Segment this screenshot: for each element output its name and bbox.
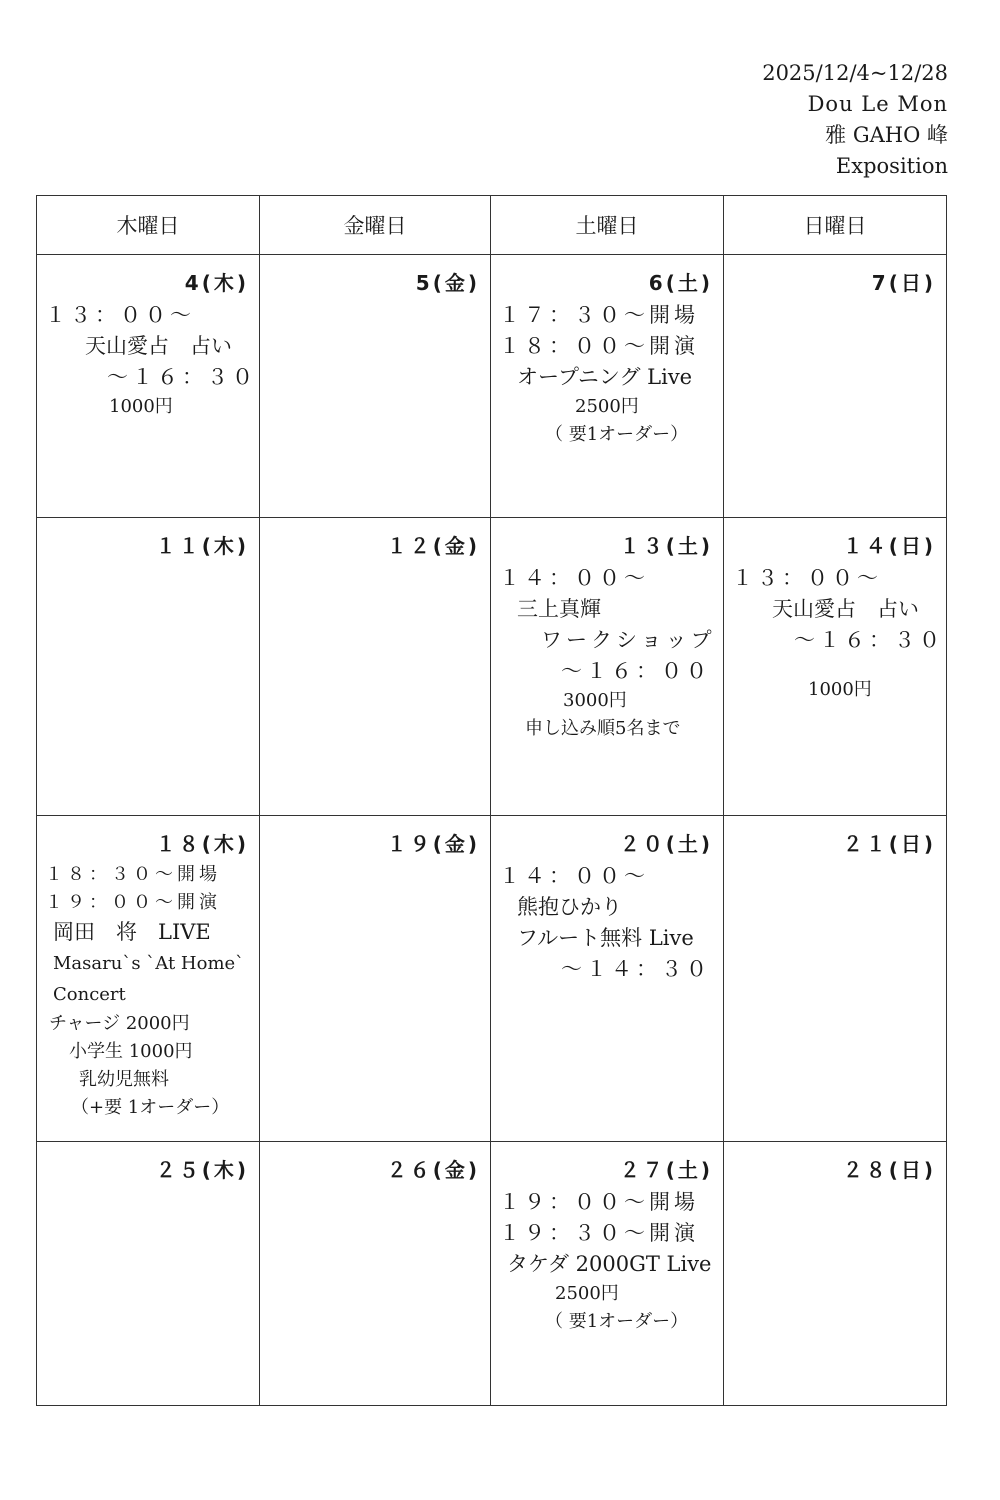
day-cell — [37, 1142, 260, 1406]
day-date: ２７(土) — [619, 1158, 713, 1182]
event-line: チャージ 2000円 — [49, 1013, 190, 1034]
calendar-table — [36, 195, 947, 1406]
event-line: 天山愛占 占い — [85, 334, 232, 358]
day-date: 6(土) — [648, 271, 713, 295]
day-date: １１(木) — [155, 534, 249, 558]
artist-name: 雅 GAHO 峰 — [825, 123, 948, 147]
weekday-sat: 土曜日 — [491, 196, 724, 255]
day-date: １４(日) — [842, 534, 936, 558]
week-row — [37, 518, 947, 816]
weekday-sun: 日曜日 — [724, 196, 947, 255]
day-cell — [724, 816, 947, 1142]
weekday-fri: 金曜日 — [260, 196, 491, 255]
day-date: ２８(日) — [842, 1158, 936, 1182]
event-line: Masaru`s `At Home` — [53, 953, 245, 974]
day-cell — [491, 518, 724, 816]
event-line: 2500円 — [575, 396, 639, 417]
event-line: １３：００～ — [732, 566, 882, 590]
event-line: 熊抱ひかり — [517, 895, 622, 919]
event-line: １９：００～開演 — [45, 892, 221, 913]
day-date: 5(金) — [415, 271, 480, 295]
week-row — [37, 255, 947, 518]
day-date: ２０(土) — [619, 832, 713, 856]
event-line: １９：３０～開演 — [499, 1221, 699, 1245]
day-cell — [724, 1142, 947, 1406]
event-line: （ 要1オーダー） — [545, 424, 689, 445]
event-line: ～１６：３０ — [794, 628, 944, 652]
day-cell — [260, 518, 491, 816]
day-date: ２１(日) — [842, 832, 936, 856]
event-line: １８：３０～開場 — [45, 864, 221, 885]
event-line: （+要 1オーダー） — [71, 1097, 230, 1118]
day-date: １２(金) — [386, 534, 480, 558]
event-line: ワークショップ — [541, 628, 716, 652]
event-line: 三上真輝 — [517, 597, 601, 621]
day-cell — [491, 816, 724, 1142]
day-cell — [724, 518, 947, 816]
day-date: ２６(金) — [386, 1158, 480, 1182]
event-line: （ 要1オーダー） — [545, 1311, 689, 1332]
day-cell — [260, 816, 491, 1142]
day-date: １３(土) — [619, 534, 713, 558]
day-cell — [37, 518, 260, 816]
week-row — [37, 816, 947, 1142]
event-line: １７：３０～開場 — [499, 303, 699, 327]
event-line: 3000円 — [563, 690, 627, 711]
event-line: 1000円 — [808, 679, 872, 700]
day-date: 7(日) — [871, 271, 936, 295]
day-cell — [37, 255, 260, 518]
day-cell — [491, 255, 724, 518]
venue-name: Dou Le Mon — [807, 92, 948, 116]
day-cell — [491, 1142, 724, 1406]
event-line: 1000円 — [109, 396, 173, 417]
event-line: タケダ 2000GT Live — [507, 1252, 712, 1276]
event-line: 小学生 1000円 — [69, 1041, 193, 1062]
day-date: １８(木) — [155, 832, 249, 856]
event-line: オープニング Live — [517, 365, 693, 389]
event-line: 岡田 将 LIVE — [53, 920, 211, 944]
event-line: １３：００～ — [45, 303, 195, 327]
period: 2025/12/4~12/28 — [762, 61, 948, 85]
event-line: Concert — [53, 984, 126, 1005]
event-line: １９：００～開場 — [499, 1190, 699, 1214]
event-line: フルート無料 Live — [517, 926, 694, 950]
event-name: Exposition — [835, 154, 948, 178]
event-line: １４：００～ — [499, 864, 649, 888]
event-line: 2500円 — [555, 1283, 619, 1304]
day-cell — [724, 255, 947, 518]
event-line: ～１４：３０ — [561, 957, 711, 981]
day-cell — [260, 1142, 491, 1406]
week-row — [37, 1142, 947, 1406]
day-date: ２５(木) — [155, 1158, 249, 1182]
day-date: １９(金) — [386, 832, 480, 856]
day-cell — [37, 816, 260, 1142]
weekday-header-row — [37, 196, 947, 255]
event-line: 天山愛占 占い — [772, 597, 919, 621]
event-line: ～１６：３０ — [107, 365, 257, 389]
event-line: ～１６：００ — [561, 659, 711, 683]
weekday-thu: 木曜日 — [37, 196, 260, 255]
event-line: 申し込み順5名まで — [525, 718, 681, 739]
event-line: １８：００～開演 — [499, 334, 699, 358]
event-line: 乳幼児無料 — [79, 1069, 169, 1090]
day-date: 4(木) — [184, 271, 249, 295]
event-line: １４：００～ — [499, 566, 649, 590]
day-cell — [260, 255, 491, 518]
header — [762, 58, 948, 182]
